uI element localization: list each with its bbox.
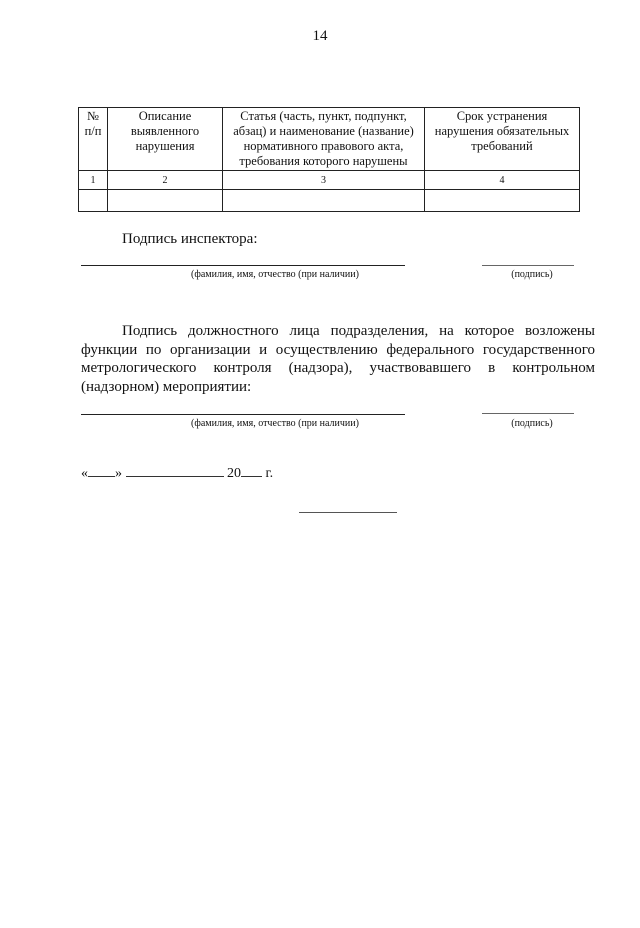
- day-field[interactable]: [88, 464, 115, 477]
- inspector-name-line[interactable]: [81, 265, 405, 266]
- page-number: 14: [312, 28, 328, 44]
- column-number: 3: [223, 171, 425, 190]
- inspector-signature-label: Подпись инспектора:: [122, 231, 258, 247]
- official-signature-line[interactable]: [482, 413, 574, 414]
- column-number: 1: [79, 171, 108, 190]
- table-cell[interactable]: [108, 190, 223, 212]
- year-prefix: 20: [227, 466, 241, 481]
- violations-table: [78, 107, 580, 212]
- column-number: 4: [425, 171, 580, 190]
- header-cell-deadline: Срок устранения нарушения обязательных требований: [425, 108, 580, 171]
- table-cell[interactable]: [223, 190, 425, 212]
- header-cell-description: Описание выявленного нарушения: [108, 108, 223, 171]
- header-cell-number: № п/п: [79, 108, 108, 171]
- table-row: [79, 190, 580, 212]
- date-line: [81, 464, 273, 482]
- column-number: 2: [108, 171, 223, 190]
- table-cell[interactable]: [79, 190, 108, 212]
- year-field[interactable]: [241, 464, 262, 477]
- official-name-caption: (фамилия, имя, отчество (при наличии): [191, 418, 359, 429]
- table-header-row: [79, 108, 580, 171]
- official-name-line[interactable]: [81, 414, 405, 415]
- year-suffix: г.: [265, 466, 274, 481]
- inspector-signature-line[interactable]: [482, 265, 574, 266]
- close-quote: »: [115, 466, 122, 481]
- table-cell[interactable]: [425, 190, 580, 212]
- official-signature-caption: (подпись): [511, 418, 553, 429]
- closing-separator-line: [299, 512, 397, 513]
- inspector-name-caption: (фамилия, имя, отчество (при наличии): [191, 269, 359, 280]
- column-number-row: [79, 171, 580, 190]
- month-field[interactable]: [126, 464, 224, 477]
- inspector-signature-caption: (подпись): [511, 269, 553, 280]
- header-cell-article: Статья (часть, пункт, подпункт, абзац) и наименование (название) нормативного правового акта, требования которого нарушены: [223, 108, 425, 171]
- open-quote: «: [81, 466, 88, 481]
- official-signature-text: Подпись должностного лица подразделения, на которое возложены функции по организации и осуществлению федерального государственного метрологического контроля (надзора), участвовавшего в контрольном (надзорном) мероприятии:: [81, 323, 595, 395]
